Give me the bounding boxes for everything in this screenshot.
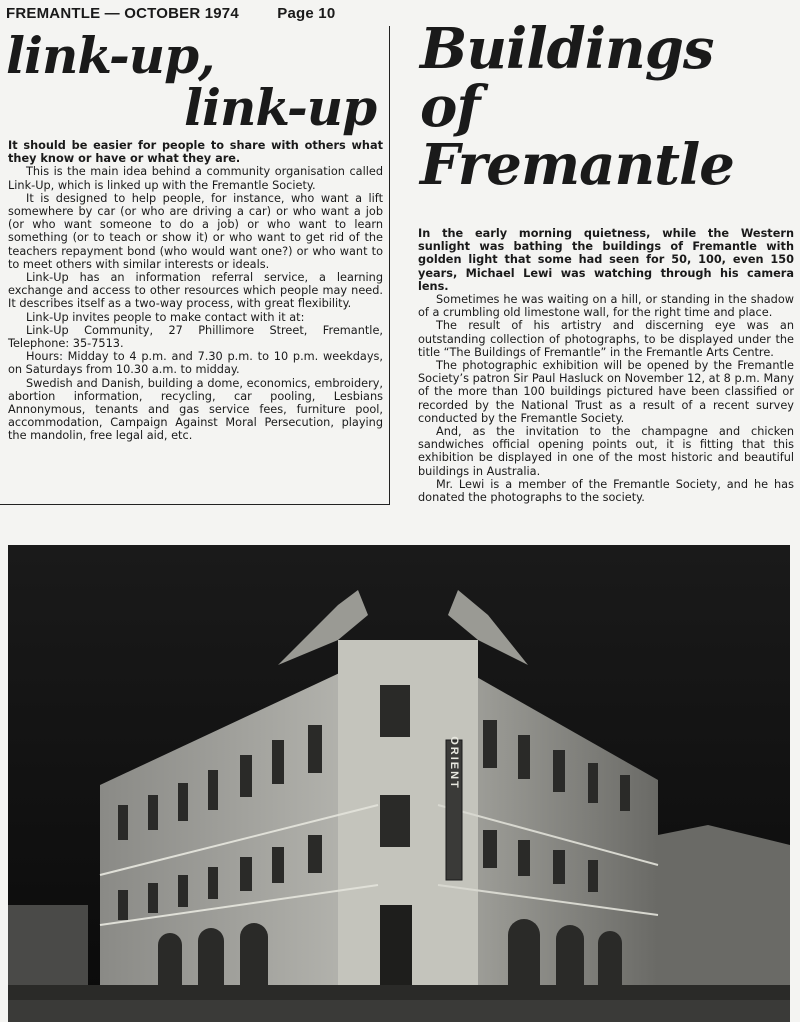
buildings-paragraph: The photographic exhibition will be opened by the Fremantle Society’s patron Sir Paul Hasluck on November 12, at 8 p.m. Many of the more than 100 buildings pictured have been classified or recorded by the National Trust as a result of a recent survey conducted by the Fremantle Society. [418, 359, 794, 425]
link-up-body [8, 139, 383, 443]
page-number: Page 10 [277, 5, 336, 22]
buildings-lead-paragraph: In the early morning quietness, while the Western sunlight was bathing the buildings of Fremantle with golden light that some had seen for 50, 100, even 150 years, Michael Lewi was watching through his camera lens. [418, 227, 794, 293]
link-up-lead-paragraph: It should be easier for people to share with others what they know or have or what they are. [8, 139, 383, 166]
buildings-paragraph: Sometimes he was waiting on a hill, or standing in the shadow of a crumbling old limestone wall, for the right time and place. [418, 293, 794, 320]
buildings-headline-line1: Buildings [420, 16, 714, 82]
orient-sign: ORIENT [448, 736, 460, 790]
buildings-headline [420, 16, 734, 198]
buildings-body [418, 227, 794, 504]
buildings-paragraph: Mr. Lewi is a member of the Fremantle Society, and he has donated the photographs to the society. [418, 477, 794, 505]
buildings-headline-line3: Fremantle [420, 132, 734, 198]
link-up-headline-line2: link-up [184, 78, 377, 137]
link-up-paragraph: It is designed to help people, for instance, who want a lift somewhere by car (or who are driving a car) or who want a job (or who want someone to do a job) or who want to learn something (or to teach or show it) or who want to get rid of the teachers repayment bond (who would want one?) or who want to to meet others with similar interests or ideals. [8, 191, 383, 271]
link-up-address: Link-Up Community, 27 Phillimore Street, Fremantle, Telephone: 35-7513. [8, 323, 383, 351]
orient-hotel-photograph [8, 545, 790, 1022]
link-up-paragraph: This is the main idea behind a community organisation called Link-Up, which is linked up with the Fremantle Society. [8, 165, 383, 192]
link-up-paragraph: Link-Up has an information referral service, a learning exchange and access to other resources which people may need. It describes itself as a two-way process, with great flexibility. [8, 271, 383, 311]
link-up-paragraph: Swedish and Danish, building a dome, economics, embroidery, abortion information, recycling, car pooling, Lesbians Annonymous, tenants and gas service fees, furniture pool, accommodation, Campaign Against Moral Persecution, playing the mandolin, free legal aid, etc. [8, 376, 383, 443]
link-up-hours: Hours: Midday to 4 p.m. and 7.30 p.m. to 10 p.m. weekdays, on Saturdays from 10.30 a.m. to midday. [8, 350, 383, 377]
buildings-paragraph: And, as the invitation to the champagne and chicken sandwiches official opening points out, it is fitting that this exhibition be displayed in one of the most historic and beautiful buildings in Australia. [418, 425, 794, 478]
buildings-paragraph: The result of his artistry and discerning eye was an outstanding collection of photographs, to be displayed under the title “The Buildings of Fremantle” in the Fremantle Arts Centre. [418, 319, 794, 359]
link-up-article [0, 26, 390, 505]
link-up-headline-line1: link-up, [6, 26, 215, 85]
buildings-headline-line2: of [420, 74, 480, 140]
link-up-paragraph: Link-Up invites people to make contact with it at: [26, 310, 305, 324]
page-header [6, 5, 335, 22]
publication-dateline: FREMANTLE — OCTOBER 1974 [6, 5, 239, 22]
